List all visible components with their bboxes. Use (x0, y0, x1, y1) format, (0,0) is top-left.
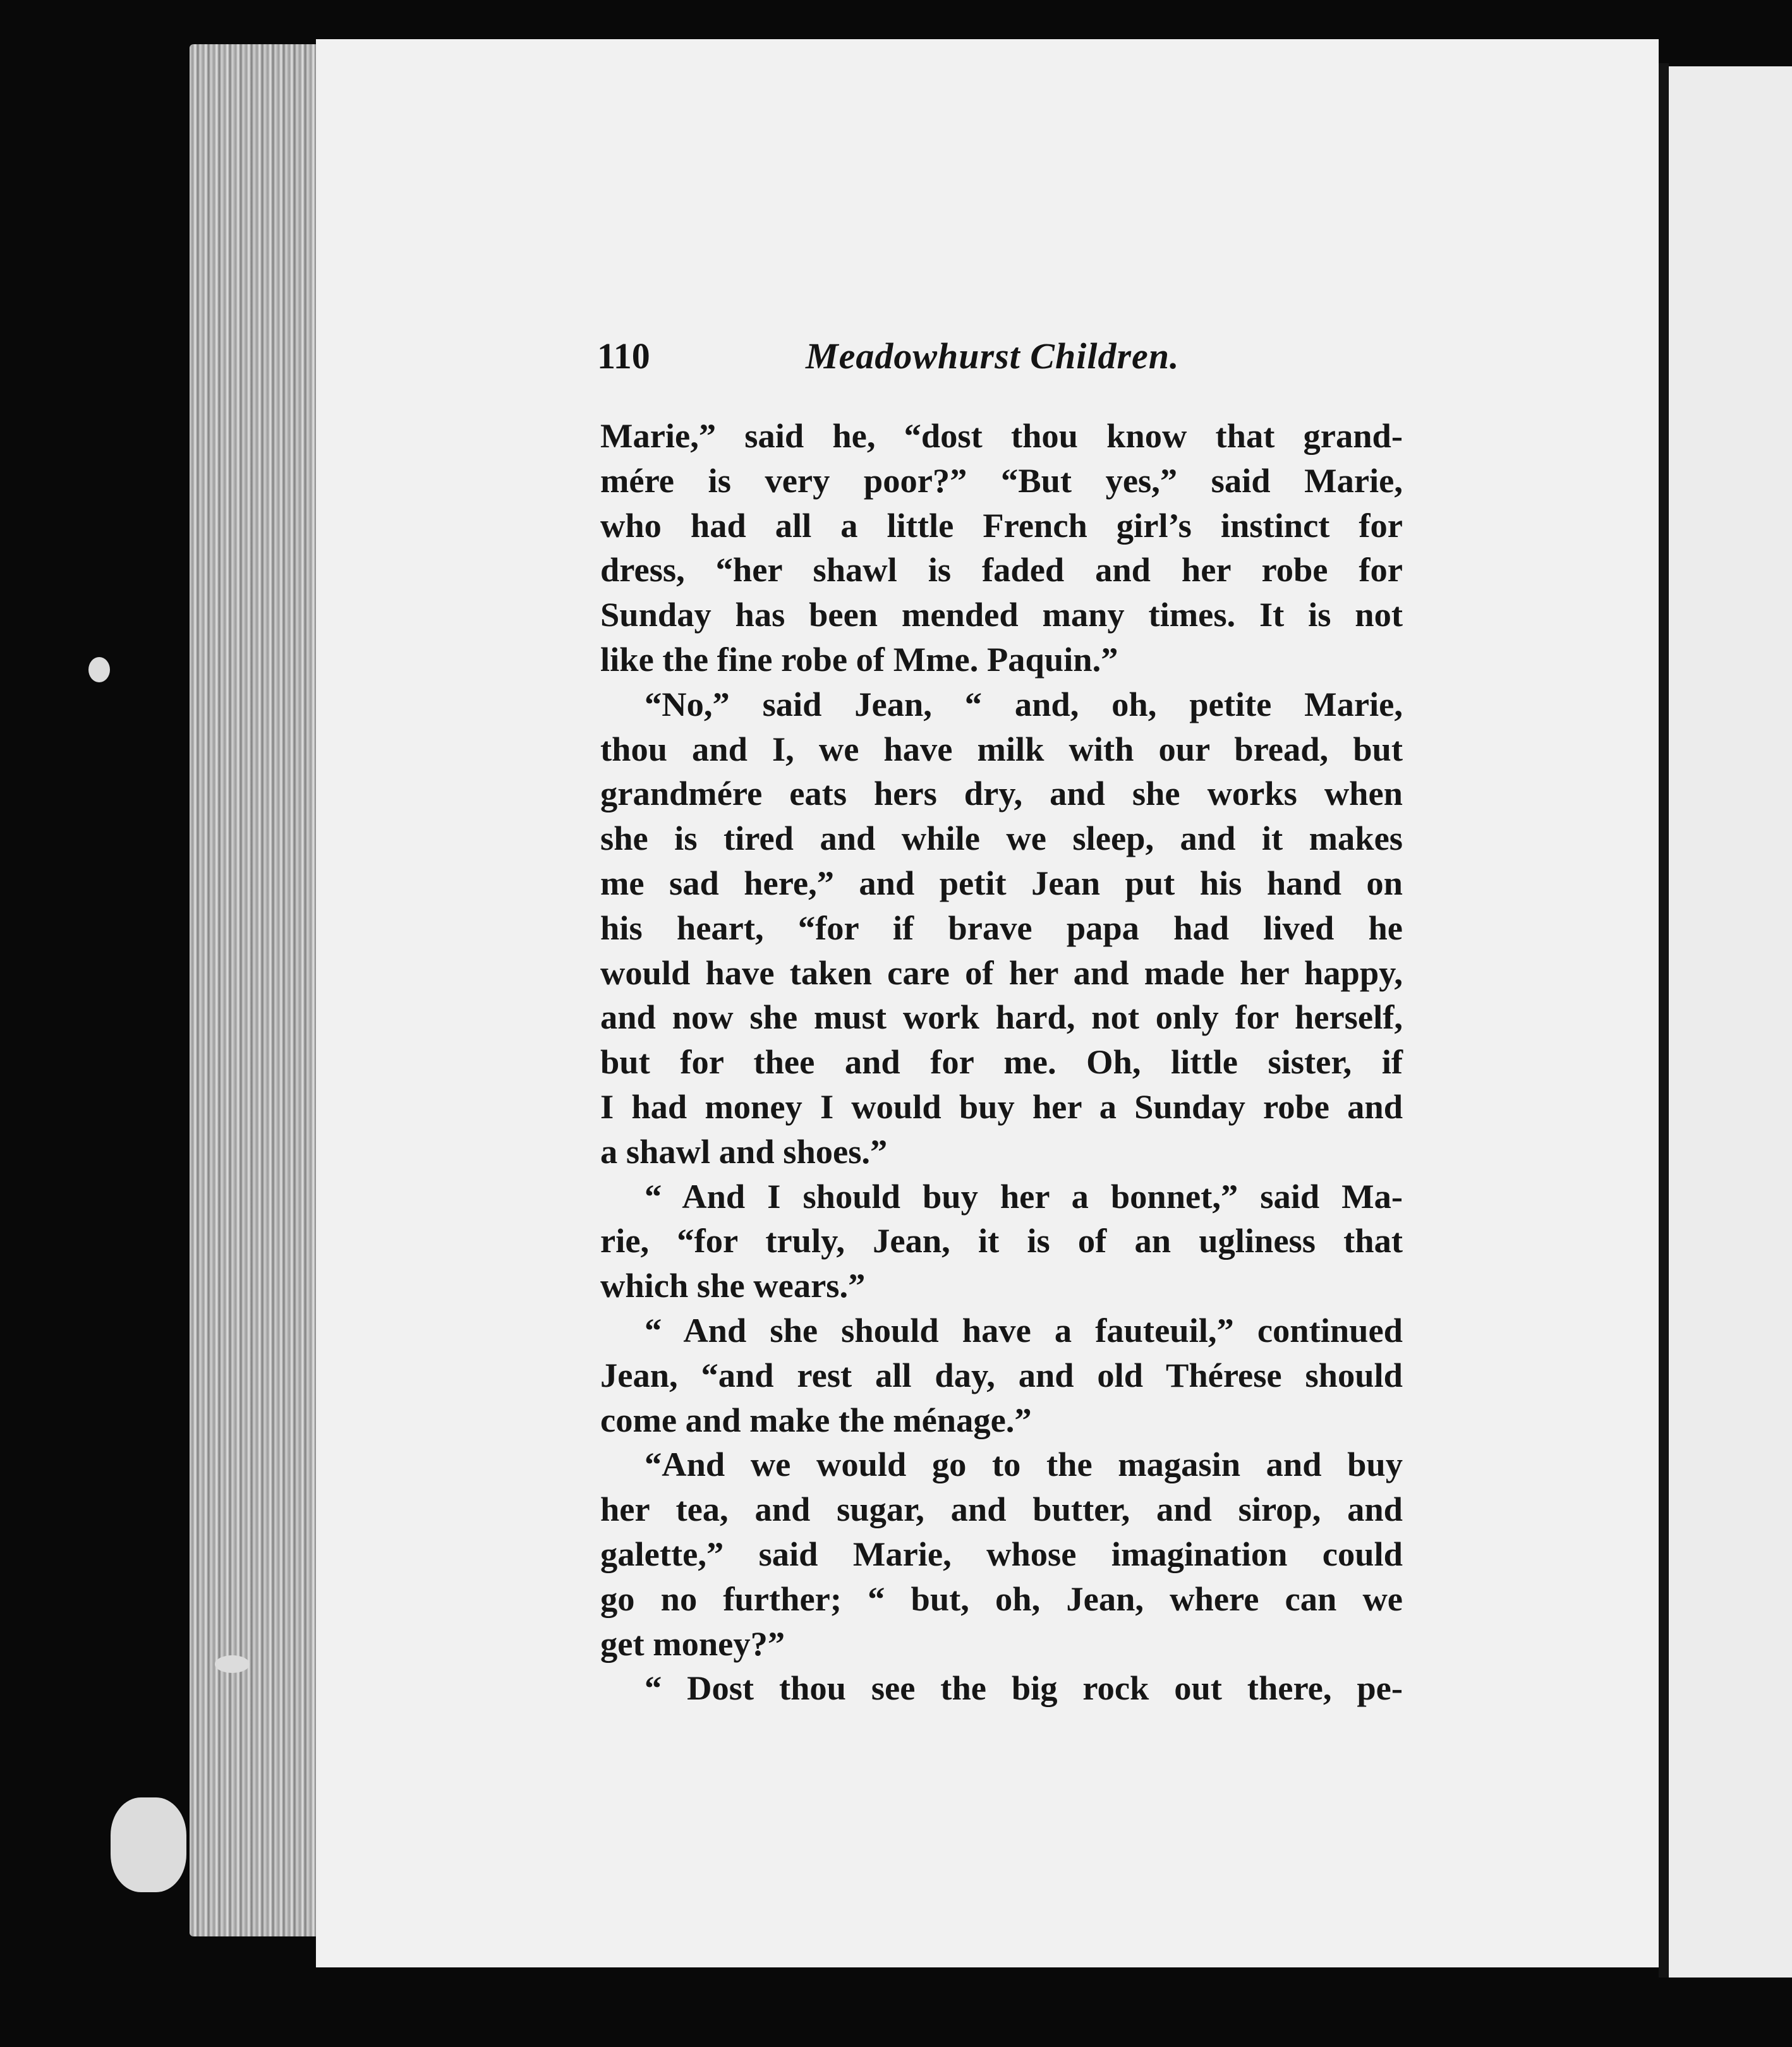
running-head: Meadowhurst Children. (806, 335, 1180, 377)
text-line: mére is very poor?” “But yes,” said Marie, (600, 461, 1403, 500)
text-line: rie, “for truly, Jean, it is of an ugliness that (600, 1221, 1403, 1260)
page-number: 110 (597, 335, 650, 377)
text-line: come and make the ménage.” (600, 1400, 1032, 1439)
text-line: I had money I would buy her a Sunday robe and (600, 1087, 1403, 1126)
text-line: “ And she should have a fauteuil,” continued (645, 1310, 1403, 1350)
book-gutter (1659, 63, 1669, 1978)
text-line: who had all a little French girl’s instinct for (600, 505, 1403, 545)
book-page-edges (190, 44, 322, 1936)
text-line: her tea, and sugar, and butter, and sirop, and (600, 1490, 1403, 1529)
text-line: she is tired and while we sleep, and it makes (600, 819, 1403, 858)
text-line: like the fine robe of Mme. Paquin.” (600, 639, 1118, 679)
text-line: Marie,” said he, “dost thou know that grand- (600, 416, 1403, 455)
text-line: galette,” said Marie, whose imagination could (600, 1534, 1403, 1573)
text-line: “No,” said Jean, “ and, oh, petite Marie, (645, 684, 1403, 723)
body-text (600, 414, 1403, 1711)
text-line: dress, “her shawl is faded and her robe for (600, 550, 1403, 589)
text-line: a shawl and shoes.” (600, 1132, 888, 1171)
text-line: which she wears.” (600, 1266, 866, 1305)
text-line: “ Dost thou see the big rock out there, pe- (645, 1669, 1403, 1708)
text-line: and now she must work hard, not only for herself, (600, 998, 1403, 1037)
text-line: “And we would go to the magasin and buy (645, 1445, 1403, 1484)
text-line: Sunday has been mended many times. It is not (600, 595, 1403, 634)
text-line: me sad here,” and petit Jean put his hand on (600, 863, 1403, 902)
text-line: get money?” (600, 1624, 785, 1663)
text-line: his heart, “for if brave papa had lived he (600, 908, 1403, 947)
text-line: go no further; “ but, oh, Jean, where can we (600, 1579, 1403, 1618)
text-line: Jean, “and rest all day, and old Thérese should (600, 1355, 1403, 1394)
text-line: thou and I, we have milk with our bread, but (600, 729, 1403, 768)
text-line: but for thee and for me. Oh, little sister, if (600, 1042, 1403, 1082)
paper-speck (215, 1655, 250, 1673)
paper-speck (88, 657, 110, 682)
text-line: would have taken care of her and made her happy, (600, 953, 1403, 992)
page-header (597, 335, 1355, 385)
paper-speck (111, 1797, 186, 1892)
facing-page-edge (1669, 66, 1792, 1978)
text-line: “ And I should buy her a bonnet,” said Ma- (645, 1176, 1403, 1216)
text-line: grandmére eats hers dry, and she works when (600, 774, 1403, 813)
